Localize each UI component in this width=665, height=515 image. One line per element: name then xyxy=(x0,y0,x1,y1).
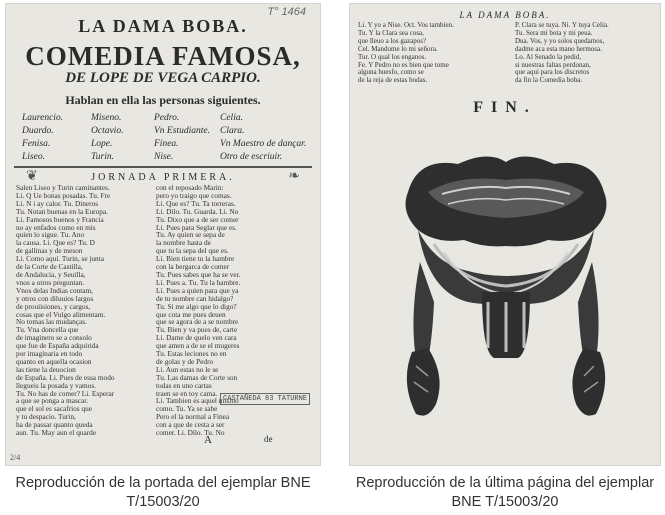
running-title: LA DAMA BOBA. xyxy=(78,16,248,36)
running-title: LA DAMA BOBA. xyxy=(459,10,551,20)
text-column-left: Li. Y yo a Nise. Oct. Vos tambien. Tu. Y la Clara sea cosa, que lleuo a los gazapos? Cel. Mandome lo mi señora. Tur. O qual los enganos. Fe. Y Pedro no es bien que tome alguna huesfo, como se de la reja de estas bodas. xyxy=(358,21,454,85)
text-column-right: con el reposado Marin: pero yo traigo que comas. Li. Que es? Tu. Ta torreras. Li. Dilo. Tu. Guarda. Li. No Tu. Dixo que a de ser comer Li. Pues para Seglar que es. Tu. Ay quien se sepa de la nombre hasta de que tu la sepa del que es. Li. Bien tiene tu la hambre con la bergarca de comer Tu. Pues sabes que ha se ver. Li. Pues a. Tu. Tu la hambre. Li. Pues a quien para que ya de tu nombre can hidalgo? Tu. Si me algo que lo digo? que cota me pues deuen que se agora de a se nombre Tu. Bien y va pues de, carte Li. Dame de quelo ven cara que amen a de se el mugeres Tu. Estas leciones no en de golas y de Pedro Li. Aun estas no le se Tu. Las damas de Corte son todas en uno cartas traen se en toy cama. Li. Tambien es aquel mismo como. Tu. Ya se sabe Pero el la normal a Finea con a que de cesta a ser comer. Li. Dilo. Tu. No xyxy=(156,183,241,438)
catchword: de xyxy=(264,434,273,444)
page-mark: 2/4 xyxy=(10,453,21,462)
cast-column-1: Laurencio. Duardo. Fenisa. Liseo. xyxy=(22,113,64,162)
text-column-right: P. Clara se tuya. Ni. Y tuya Celia. Tu. Sera mi bota y mi peua. Dua. Vos, y yo solos quedamos, dadme aca esta mano hermosa. Lo. Al Senado la pedid, si nuestras faltas perdonan, que aqui para los discretos da fin la Comedia boba. xyxy=(515,21,609,85)
scanned-last-page xyxy=(350,4,660,465)
act-heading: JORNADA PRIMERA. xyxy=(91,172,235,183)
title-page-reproduction xyxy=(5,3,321,466)
cast-column-4: Celia. Clara. Vn Maestro de dançar. Otro de escriuir. xyxy=(220,113,307,162)
author-line: DE LOPE DE VEGA CARPIO. xyxy=(65,70,261,86)
signature-mark: A xyxy=(204,434,212,446)
caption-last-page: Reproducción de la última página del ejemplar BNE T/15003/20 xyxy=(355,475,655,510)
scanned-title-page xyxy=(6,4,320,465)
fin-heading: FIN. xyxy=(473,99,537,116)
last-page-reproduction xyxy=(349,3,661,466)
catalog-number: T° 1464 xyxy=(267,6,306,18)
comedy-title: COMEDIA FAMOSA, xyxy=(25,41,301,71)
cast-column-2: Miseno. Octavio. Lope. Turin. xyxy=(91,113,124,162)
woodcut-ornament xyxy=(398,152,614,432)
text-column-left: Salen Liseo y Turin caminantes. Li. Q Ue bonas posadas. Tu. Fre Li. N i ay calor. Tu. Dineros Tu. Notan buenas en la Europa. Li. Famosos buenos y Francia no ay enfados como en mis quien lo sigue. Tu. Ano la causa. Li. Que es? Tu. D de gallinas y de meson Li. Como aquí. Turin, se junta de la Corte de Castilla, de Andalucia, y Seuilla, vnos a otros preguntan. Vnos delas Indias contam, y otros con diluuios largos de prouiisiones, y cargos, cosas que el Vulgo alimentam. No tomas las mudanças. Tu. Vna doncella que de imaginero se a consolo que fue de España adquirida por imaginaria en todo quanto en aquella ocasion las tiene la deuocion de España. Li. Pues de essa modo llegueis la posada y vamos. Tu. No has de comer? Li. Esperar a que se ponga a mascar. que el sol es sacafrios que y tu despacio. Turin, ha de passar quanto queda aun. Tu. May aun el quarde xyxy=(16,183,115,438)
caption-title-page: Reproducción de la portada del ejemplar BNE T/15003/20 xyxy=(15,475,311,510)
cast-heading: Hablan en ella las personas siguientes. xyxy=(65,93,261,107)
ornament-icon: ❦ xyxy=(26,169,38,184)
library-stamp: CASTAÑEDA 83 TATURNE xyxy=(220,393,310,405)
divider-rule xyxy=(14,166,312,168)
ornament-icon: ❧ xyxy=(288,169,300,184)
cast-column-3: Pedro. Vn Estudiante. Finea. Nise. xyxy=(154,113,210,162)
